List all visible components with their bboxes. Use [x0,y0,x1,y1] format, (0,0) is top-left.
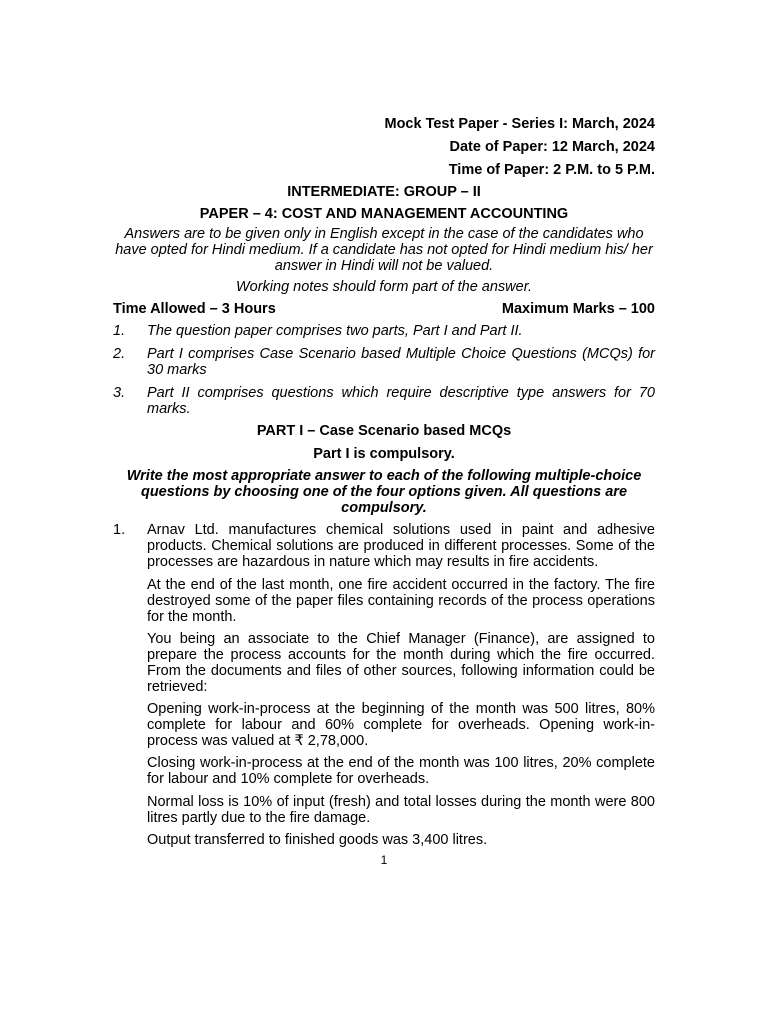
page-number: 1 [380,853,388,867]
header-time: Time of Paper: 2 P.M. to 5 P.M. [448,162,655,178]
header-date: Date of Paper: 12 March, 2024 [449,139,655,155]
question-paragraph: Arnav Ltd. manufactures chemical solutions used in paint and adhesive products. Chemical solutions are produced in different processes. Some of the processes are hazardous in nature which may results in fire accidents. [147,522,655,570]
question-paragraph: At the end of the last month, one fire accident occurred in the factory. The fire destroyed some of the paper files containing records of the process operations for the month. [147,577,655,625]
rule-text: Part II comprises questions which require descriptive type answers for 70 marks. [147,385,655,417]
time-allowed: Time Allowed – 3 Hours [113,301,276,317]
rule-text: Part I comprises Case Scenario based Multiple Choice Questions (MCQs) for 30 marks [147,346,655,378]
question-paragraph: Opening work-in-process at the beginning of the month was 500 litres, 80% complete for labour and 60% complete for overheads. Opening work-in-process was valued at ₹ 2,78,000. [147,701,655,749]
question-number: 1. [113,522,126,538]
question-paragraph: Output transferred to finished goods was 3,400 litres. [147,832,488,848]
header-paper-title: PAPER – 4: COST AND MANAGEMENT ACCOUNTING [199,206,569,222]
rule-number: 3. [113,385,126,401]
part1-heading: PART I – Case Scenario based MCQs [256,423,512,439]
question-paragraph: You being an associate to the Chief Manager (Finance), are assigned to prepare the process accounts for the month during which the fire occurred. From the documents and files of other sources, following information could be retrieved: [147,631,655,695]
instruction-working-notes: Working notes should form part of the answer. [235,279,533,295]
part1-compulsory: Part I is compulsory. [313,446,455,462]
part1-instruction: Write the most appropriate answer to each of the following multiple-choice questions by choosing one of the four options given. All questions are compulsory. [126,468,642,516]
question-paragraph: Normal loss is 10% of input (fresh) and total losses during the month were 800 litres partly due to the fire damage. [147,794,655,826]
header-series: Mock Test Paper - Series I: March, 2024 [384,116,655,132]
rule-number: 2. [113,346,126,362]
instruction-medium: Answers are to be given only in English except in the case of the candidates who have opted for Hindi medium. If a candidate has not opted for Hindi medium his/ her answer in Hindi will not be valued. [115,226,653,274]
question-paragraph: Closing work-in-process at the end of the month was 100 litres, 20% complete for labour and 10% complete for overheads. [147,755,655,787]
rule-number: 1. [113,323,126,339]
maximum-marks: Maximum Marks – 100 [501,301,655,317]
header-group: INTERMEDIATE: GROUP – II [287,184,481,200]
rule-text: The question paper comprises two parts, Part I and Part II. [147,323,523,339]
